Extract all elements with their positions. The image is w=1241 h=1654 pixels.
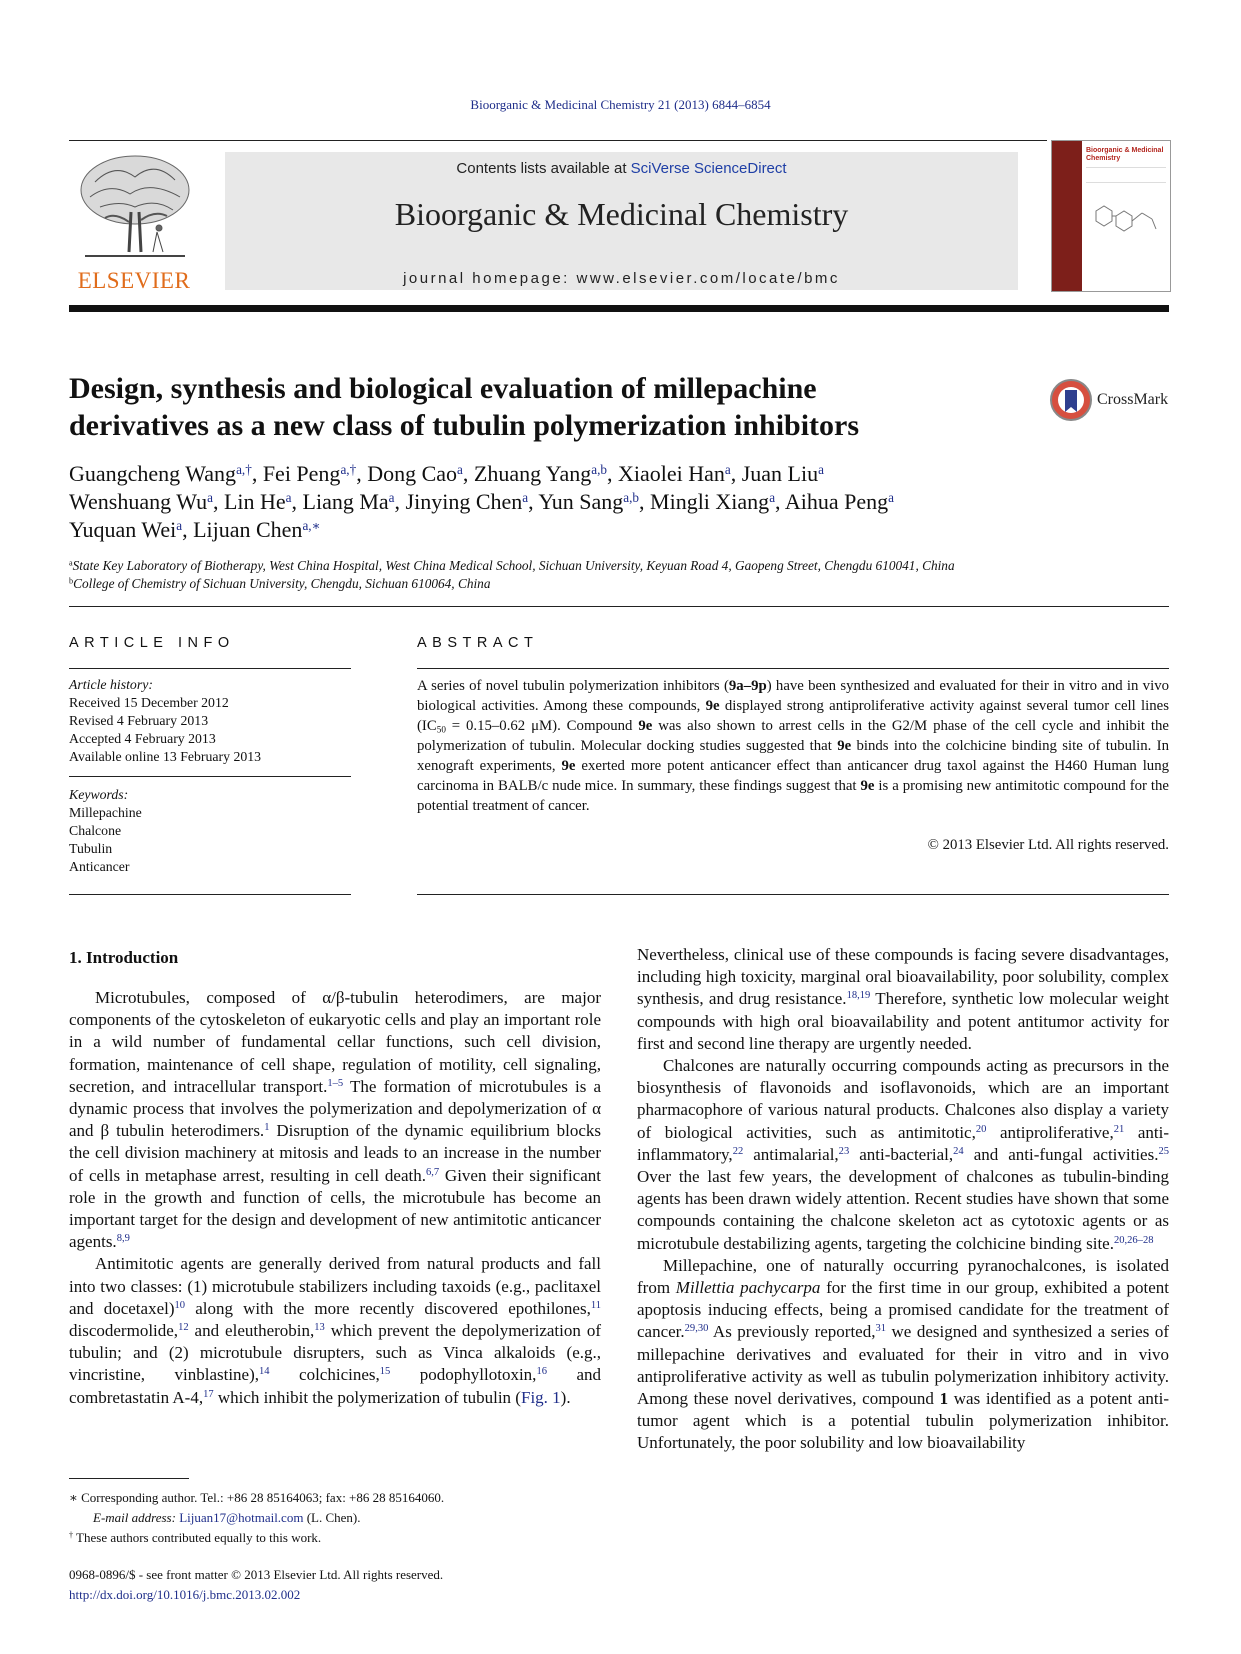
abstract-rule-top xyxy=(417,668,1169,669)
author-name[interactable]: Liang Ma xyxy=(302,489,389,514)
compound-label: 1 xyxy=(939,1389,949,1409)
reference-citation[interactable]: 20,26–28 xyxy=(1113,1234,1154,1246)
author-affiliation-mark[interactable]: a,∗ xyxy=(302,517,321,533)
affiliation-b xyxy=(69,575,1169,593)
reference-citation[interactable]: 29,30 xyxy=(684,1323,709,1335)
keyword-item: Anticancer xyxy=(69,859,130,874)
keyword-item: Tubulin xyxy=(69,841,113,856)
author-affiliation-mark[interactable]: a xyxy=(388,489,395,505)
email-link[interactable]: Lijuan17@hotmail.com xyxy=(179,1510,304,1525)
paragraph: Antimitotic agents are generally derived from natural products and fall into two classes: (1) microtubule stabilizers including taxoids (e.g., paclitaxel and docetaxel)$^{10}$ along with the more recently discovered epothilones,$^{11}$ discodermolide,$^{12}$ and eleutherobin,$^{13}$ which prevent the depolymerization of tubulin; and (2) microtubule disrupters, such as Vinca alkaloids (e.g., vincristine, vinblastine),$^{14}$ colchicines,$^{15}$ podophyllotoxin,$^{16}$ and combretastatin A-4,17 which inhibit the polymerization of tubulin (Fig. 1). xyxy=(69,1254,602,1407)
front-matter xyxy=(69,1565,601,1605)
footnote-rule xyxy=(69,1478,189,1479)
history-online: Available online 13 February 2013 xyxy=(69,749,262,764)
reference-citation[interactable]: 22 xyxy=(732,1146,744,1158)
issn-line: 0968-0896/$ - see front matter © 2013 Elsevier Ltd. All rights reserved. xyxy=(69,1567,444,1582)
affiliation-text: College of Chemistry of Sichuan University, Chengdu, Sichuan 610064, China xyxy=(73,576,491,591)
author-name[interactable]: Zhuang Yang xyxy=(473,461,592,486)
author-affiliation-mark[interactable]: a xyxy=(888,489,894,505)
reference-citation[interactable]: 21 xyxy=(1113,1123,1125,1135)
paragraph: Microtubules, composed of α/β-tubulin heterodimers, are major components of the cytoskeleton of eukaryotic cells and play an important role in a wild number of fundamental cellar functions, such cell division, formation, maintenance of cell shape, regulation of motility, cell signaling, secretion, and intracellular transport.$^{1-5}$ The formation of microtubules is a dynamic process that involves the polymerization and depolymerization of α and β tubulin heterodimers.$^1$ Disruption of the dynamic equilibrium blocks the cell division machinery at mitosis and leads to an increase in the number of cells in metaphase arrest, resulting in cell death.$^{6,7}$ Given their significant role in the growth and function of cells, the microtubule has become an important target for the design and development of new antimitotic anticancer agents.$^{8,9}$ xyxy=(69,988,601,1252)
article-title-line-1: Design, synthesis and biological evaluation of millepachine xyxy=(69,372,817,405)
reference-citation[interactable]: 10 xyxy=(174,1300,186,1312)
author-name[interactable]: Aihua Peng xyxy=(784,489,889,514)
contents-prefix: Contents lists available at xyxy=(456,160,631,177)
keywords xyxy=(69,786,351,876)
author-name[interactable]: Lin He xyxy=(223,489,286,514)
author-affiliation-mark[interactable]: a xyxy=(769,489,776,505)
abstract-heading: ABSTRACT xyxy=(417,635,539,651)
history-received: Received 15 December 2012 xyxy=(69,695,229,710)
history-accepted: Accepted 4 February 2013 xyxy=(69,731,216,746)
cover-spine xyxy=(1052,141,1082,291)
affiliation-rule xyxy=(69,606,1169,607)
affiliation-mark: a xyxy=(69,558,73,568)
author-affiliation-mark[interactable]: a xyxy=(724,461,731,477)
affiliations xyxy=(69,557,1169,593)
contents-line xyxy=(225,160,1018,177)
keywords-label: Keywords: xyxy=(69,787,129,802)
reference-citation[interactable]: 6,7 xyxy=(425,1166,440,1178)
author-affiliation-mark[interactable]: a,† xyxy=(340,461,357,477)
body-column-right xyxy=(637,944,1169,1455)
crossmark-badge[interactable] xyxy=(1049,378,1169,422)
body-column-left xyxy=(69,987,601,1409)
author-name[interactable]: Fei Peng xyxy=(262,461,341,486)
journal-banner xyxy=(225,152,1018,290)
crossmark-icon xyxy=(1049,378,1093,422)
footnote-equal-contribution: † These authors contributed equally to this work. xyxy=(69,1530,322,1545)
article-history xyxy=(69,676,351,766)
reference-citation[interactable]: 8,9 xyxy=(116,1233,130,1245)
elsevier-tree-icon xyxy=(75,152,195,264)
author-line-1: Guangcheng Wang$^{a,\dagger}$, Fei Peng$^{a,\dagger}$, Dong Cao$^a$, Zhuang Yang$^{a,b}$, Xiaolei Han$^a$, Juan Liu$^a$ xyxy=(69,461,824,486)
footnotes xyxy=(69,1488,601,1548)
author-affiliation-mark[interactable]: a xyxy=(818,461,824,477)
author-name[interactable]: Juan Liu xyxy=(741,461,819,486)
author-affiliation-mark[interactable]: a xyxy=(522,489,529,505)
article-title-line-2: derivatives as a new class of tubulin polymerization inhibitors xyxy=(69,409,860,442)
compound-label: 9e xyxy=(837,738,852,754)
author-affiliation-mark[interactable]: a xyxy=(176,517,183,533)
author-name[interactable]: Guangcheng Wang xyxy=(69,461,237,486)
reference-citation[interactable]: 16 xyxy=(536,1366,547,1378)
reference-citation[interactable]: 20 xyxy=(975,1123,987,1135)
article-info-rule-top xyxy=(69,668,351,669)
author-name[interactable]: Xiaolei Han xyxy=(617,461,725,486)
compound-label: 9e xyxy=(860,778,875,794)
author-name[interactable]: Dong Cao xyxy=(367,461,458,486)
reference-citation[interactable]: 31 xyxy=(875,1323,886,1335)
reference-citation[interactable]: 25 xyxy=(1158,1146,1169,1158)
journal-title: Bioorganic & Medicinal Chemistry xyxy=(394,196,849,232)
author-affiliation-mark[interactable]: a,† xyxy=(236,461,252,477)
affiliation-mark: b xyxy=(69,576,74,586)
author-affiliation-mark[interactable]: a,b xyxy=(623,489,640,505)
reference-citation[interactable]: 1 xyxy=(264,1122,270,1134)
journal-citation[interactable]: Bioorganic & Medicinal Chemistry 21 (2013) 6844–6854 xyxy=(470,97,771,112)
author-name[interactable]: Mingli Xiang xyxy=(650,489,770,514)
sciencedirect-link[interactable]: SciVerse ScienceDirect xyxy=(630,160,787,177)
footnote-email: E-mail address: Lijuan17@hotmail.com (L. Chen). xyxy=(93,1510,361,1525)
doi-link[interactable]: http://dx.doi.org/10.1016/j.bmc.2013.02.002 xyxy=(69,1587,301,1602)
cover-title: Bioorganic & Medicinal Chemistry xyxy=(1086,147,1164,162)
crossmark-label: CrossMark xyxy=(1097,391,1169,408)
author-name[interactable]: Wenshuang Wu xyxy=(69,489,208,514)
keyword-item: Chalcone xyxy=(69,823,122,838)
keyword-item: Millepachine xyxy=(69,805,142,820)
reference-citation[interactable]: 14 xyxy=(259,1366,270,1378)
footnote-corresponding: ∗ Corresponding author. Tel.: +86 28 85164063; fax: +86 28 85164060. xyxy=(69,1490,445,1505)
cover-molecule-icon xyxy=(1086,201,1162,241)
author-affiliation-mark[interactable]: a xyxy=(457,461,463,477)
reference-citation[interactable]: 11 xyxy=(590,1300,601,1312)
reference-citation[interactable]: 12 xyxy=(178,1322,189,1334)
reference-citation[interactable]: 24 xyxy=(953,1146,964,1158)
header-thick-rule xyxy=(69,305,1169,312)
article-info-rule-bottom xyxy=(69,894,351,895)
author-affiliation-mark[interactable]: a xyxy=(285,489,292,505)
article-title xyxy=(69,370,969,444)
author-name[interactable]: Yun Sang xyxy=(538,489,624,514)
reference-citation[interactable]: 23 xyxy=(838,1146,850,1158)
reference-citation[interactable]: 17 xyxy=(203,1388,214,1400)
reference-citation[interactable]: 1–5 xyxy=(327,1078,344,1090)
paragraph: Nevertheless, clinical use of these compounds is facing severe disadvantages, including high toxicity, marginal oral bioavailability, poor solubility, complex synthesis, and drug resistance.$^{18,19}$ Therefore, synthetic low molecular weight compounds with high oral bioavailability and potent antitumor activity for first and second line therapy are urgently needed. xyxy=(637,945,1169,1053)
reference-citation[interactable]: 13 xyxy=(314,1322,325,1334)
compound-label: 9e xyxy=(561,758,576,774)
author-name[interactable]: Jinying Chen xyxy=(405,489,523,514)
section-heading-introduction: 1. Introduction xyxy=(69,948,179,967)
author-line-3: Yuquan Wei$^a$, Lijuan Chen$^{a,∗}$ xyxy=(69,517,321,542)
article-info-heading: ARTICLE INFO xyxy=(69,635,235,651)
journal-cover-thumbnail[interactable] xyxy=(1051,140,1171,292)
author-affiliation-mark[interactable]: a,b xyxy=(591,461,607,477)
italic-term: Millettia pachycarpa xyxy=(675,1278,821,1298)
paragraph: Millepachine, one of naturally occurring pyranochalcones, is isolated from Millettia pachycarpa for the first time in our group, exhibited a potent apoptosis inducing effects, being a promised candidate for the treatment of cancer.$^{29,30}$ As previously reported,$^{31}$ we designed and synthesized a series of millepachine derivatives and evaluated for their in vitro and in vivo antiproliferative activity as well as tubulin polymerization inhibitory activity. Among these novel derivatives, compound 1 was identified as a potent anti-tumor agent which is a potential tubulin polymerization inhibitor. Unfortunately, the poor solubility and low bioavailability xyxy=(637,1255,1170,1453)
affiliation-a xyxy=(69,557,1169,575)
author-name[interactable]: Yuquan Wei xyxy=(69,517,177,542)
author-list xyxy=(69,460,1169,544)
elsevier-wordmark: ELSEVIER xyxy=(77,268,191,293)
abstract-copyright: © 2013 Elsevier Ltd. All rights reserved. xyxy=(927,837,1169,853)
history-label: Article history: xyxy=(69,677,153,692)
author-affiliation-mark[interactable]: a xyxy=(207,489,213,505)
cover-subtitle-band xyxy=(1086,167,1166,183)
history-revised: Revised 4 February 2013 xyxy=(69,713,209,728)
abstract-rule-bottom xyxy=(417,894,1169,895)
paragraph: Chalcones are naturally occurring compounds acting as precursors in the biosynthesis of flavonoids and isoflavonoids, which are an important pharmacophore of various natural products. Chalcones also display a variety of biological activities, such as antimitotic,$^{20}$ antiproliferative,$^{21}$ anti-inflammatory,$^{22}$ antimalarial,$^{23}$ anti-bacterial,$^{24}$ and anti-fungal activities.$^{25}$ Over the last few years, the development of chalcones as tubulin-binding agents has been drawn widely attention. Recent studies have shown that some compounds containing the chalcone skeleton act as cytotoxic agents or as microtubule destabilizing agents, targeting the colchicine binding site.$^{20,26-28}$ xyxy=(637,1056,1169,1253)
header-rule xyxy=(69,140,1047,141)
elsevier-logo[interactable] xyxy=(69,152,199,294)
abstract-text: A series of novel tubulin polymerization inhibitors (9a–9p) have been synthesized and evaluated for their in vitro and in vivo biological activities. Among these compounds, 9e displayed strong antiproliferative activity against several tumor cell lines ($IC_{50} = 0.15-0.62$ μM). Compound 9e was also shown to arrest cells in the G2/M phase of the cell cycle and inhibit the polymerization of tubulin. Molecular docking studies suggested that 9e binds into the colchicine binding site of tubulin. In xenograft experiments, 9e exerted more potent anticancer effect than anticancer drug taxol against the H460 Human lung carcinoma in BALB/c nude mice. In summary, these findings suggest that 9e is a promising new antimitotic compound for the potential treatment of cancer. xyxy=(417,678,1170,814)
reference-citation[interactable]: 18,19 xyxy=(846,990,871,1002)
journal-homepage[interactable]: journal homepage: www.elsevier.com/locate/bmc xyxy=(403,270,840,287)
author-name[interactable]: Lijuan Chen xyxy=(193,517,303,542)
reference-citation[interactable]: 15 xyxy=(379,1366,391,1378)
compound-label: 9e xyxy=(705,698,720,714)
compound-label: 9e xyxy=(638,718,653,734)
affiliation-text: State Key Laboratory of Biotherapy, West China Hospital, West China Medical School, Sichuan University, Keyuan Road 4, Gaopeng Street, Chengdu 610041, China xyxy=(72,558,955,573)
compound-label: 9a–9p xyxy=(728,678,767,694)
figure-link[interactable]: Fig. 1 xyxy=(520,1387,561,1407)
article-info-rule-mid xyxy=(69,776,351,777)
author-line-2: Wenshuang Wu$^a$, Lin He$^a$, Liang Ma$^a$, Jinying Chen$^a$, Yun Sang$^{a,b}$, Mingli Xiang$^a$, Aihua Peng$^a$ xyxy=(69,489,894,514)
